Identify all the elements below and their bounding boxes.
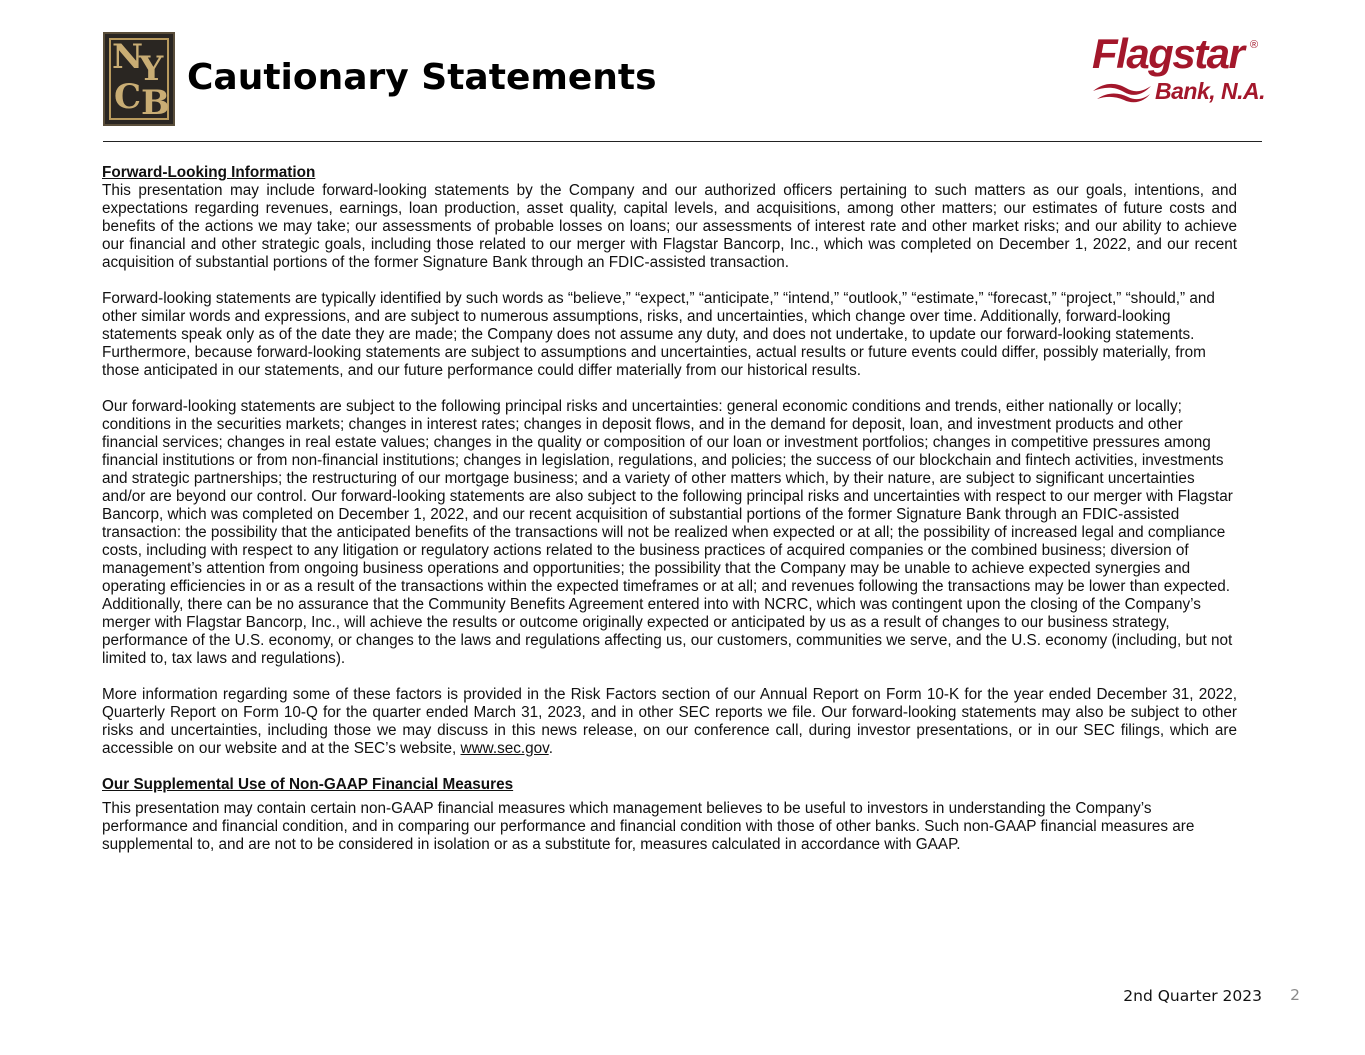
forward-looking-paragraph-2: Forward-looking statements are typically identified by such words as “believe,” “expect,” “anticipate,” “intend,” “outlook,” “estimate,” “forecast,” “project,” “should,” and other similar words and expressions, and are subject to numerous assumptions, risks, and uncertainties, which change over time. Additionally, forward-looking statements speak only as of the date they are made; the Company does not assume any duty, and does not undertake, to update our forward-looking statements. Furthermore, because forward-looking statements are subject to assumptions and uncertainties, actual results or future events could differ, possibly materially, from those anticipated in our statements, and our future performance could differ materially from our historical results.	[102, 290, 1215, 379]
flagstar-registered-mark: ®	[1250, 39, 1259, 51]
header-divider	[103, 141, 1262, 142]
paragraph-end-period: .	[548, 740, 553, 757]
non-gaap-paragraph: This presentation may contain certain non-GAAP financial measures which management believes to be useful to investors in understanding the Company’s performance and financial condition, and in comparing our performance and financial condition with those of other banks. Such non-GAAP financial measures are supplemental to, and are not to be considered in isolation or as a substitute for, measures calculated in accordance with GAAP.	[102, 800, 1195, 853]
forward-looking-paragraph-4-text: More information regarding some of these factors is provided in the Risk Factors section of our Annual Report on Form 10-K for the year ended December 31, 2022, Quarterly Report on Form 10-Q for the quarter ended March 31, 2023, and in other SEC reports we file. Our forward-looking statements may also be subject to other risks and uncertainties, including those we may discuss in this news release, on our conference call, during investor presentations, or in our SEC filings, which are accessible on our website and at the SEC’s website,	[102, 686, 1237, 757]
flagstar-logo-subtitle: Bank, N.A.	[1155, 78, 1266, 104]
page-number: 2	[1290, 986, 1300, 1004]
nycb-logo-letter-c: C	[114, 77, 142, 117]
paragraph-spacer	[102, 380, 1237, 398]
flagstar-logo-name: Flagstar	[1092, 30, 1244, 77]
nycb-logo	[103, 32, 175, 126]
nycb-logo-letter-n: N	[112, 37, 144, 77]
footer-quarter-label: 2nd Quarter 2023	[1123, 987, 1262, 1005]
nycb-logo-letter-b: B	[141, 83, 170, 123]
flagstar-waves-icon	[1092, 79, 1152, 103]
forward-looking-paragraph-4	[102, 686, 1237, 758]
forward-looking-heading: Forward-Looking Information	[102, 164, 316, 181]
paragraph-spacer	[102, 272, 1237, 290]
forward-looking-paragraph-1: This presentation may include forward-looking statements by the Company and our authorized officers pertaining to such matters as our goals, intentions, and expectations regarding revenues, earnings, loan production, asset quality, capital levels, and acquisitions, among other matters; our estimates of future costs and benefits of the actions we may take; our assessments of probable losses on loans; our assessments of interest rate and other market risks; and our ability to achieve our financial and other strategic goals, including those related to our merger with Flagstar Bancorp, Inc., which was completed on December 1, 2022, and our recent acquisition of substantial portions of the former Signature Bank through an FDIC-assisted transaction.	[102, 182, 1237, 271]
non-gaap-heading: Our Supplemental Use of Non-GAAP Financial Measures	[102, 776, 514, 793]
nycb-logo-letter-y: Y	[139, 49, 164, 89]
paragraph-spacer	[102, 758, 1237, 776]
forward-looking-paragraph-3: Our forward-looking statements are subject to the following principal risks and uncertainties: general economic conditions and trends, either nationally or locally; conditions in the securities markets; changes in interest rates; changes in deposit flows, and in the demand for deposit, loan, and investment products and other financial services; changes in real estate values; changes in the quality or composition of our loan or investment portfolios; changes in competitive pressures among financial institutions or from non-financial institutions; changes in legislation, regulations, and policies; the success of our blockchain and fintech activities, investments and strategic partnerships; the restructuring of our mortgage business; and a variety of other matters which, by their nature, are subject to significant uncertainties and/or are beyond our control. Our forward-looking statements are also subject to the following principal risks and uncertainties with respect to our merger with Flagstar Bancorp, which was completed on December 1, 2022, and our recent acquisition of substantial portions of the former Signature Bank through an FDIC-assisted transaction: the possibility that the anticipated benefits of the transactions will not be realized when expected or at all; the possibility of increased legal and compliance costs, including with respect to any litigation or regulatory actions related to the business practices of acquired companies or the combined business; diversion of management’s attention from ongoing business operations and opportunities; the possibility that the Company may be unable to achieve expected synergies and operating efficiencies in or as a result of the transactions within the expected timeframes or at all; and revenues following the transactions may be lower than expected. Additionally, there can be no assurance that the Community Benefits Agreement entered into with NCRC, which was contingent upon the closing of the Company’s merger with Flagstar Bancorp, Inc., will achieve the results or outcome originally expected or anticipated by us as a result of changes to our business strategy, performance of the U.S. economy, or changes to the laws and regulations affecting us, our customers, communities we serve, and the U.S. economy (including, but not limited to, tax laws and regulations).	[102, 398, 1233, 667]
cautionary-content	[102, 164, 1237, 854]
flagstar-logo	[1090, 30, 1265, 110]
paragraph-spacer	[102, 668, 1237, 686]
page-title: Cautionary Statements	[187, 57, 657, 98]
sec-website-link[interactable]: www.sec.gov	[460, 740, 549, 757]
